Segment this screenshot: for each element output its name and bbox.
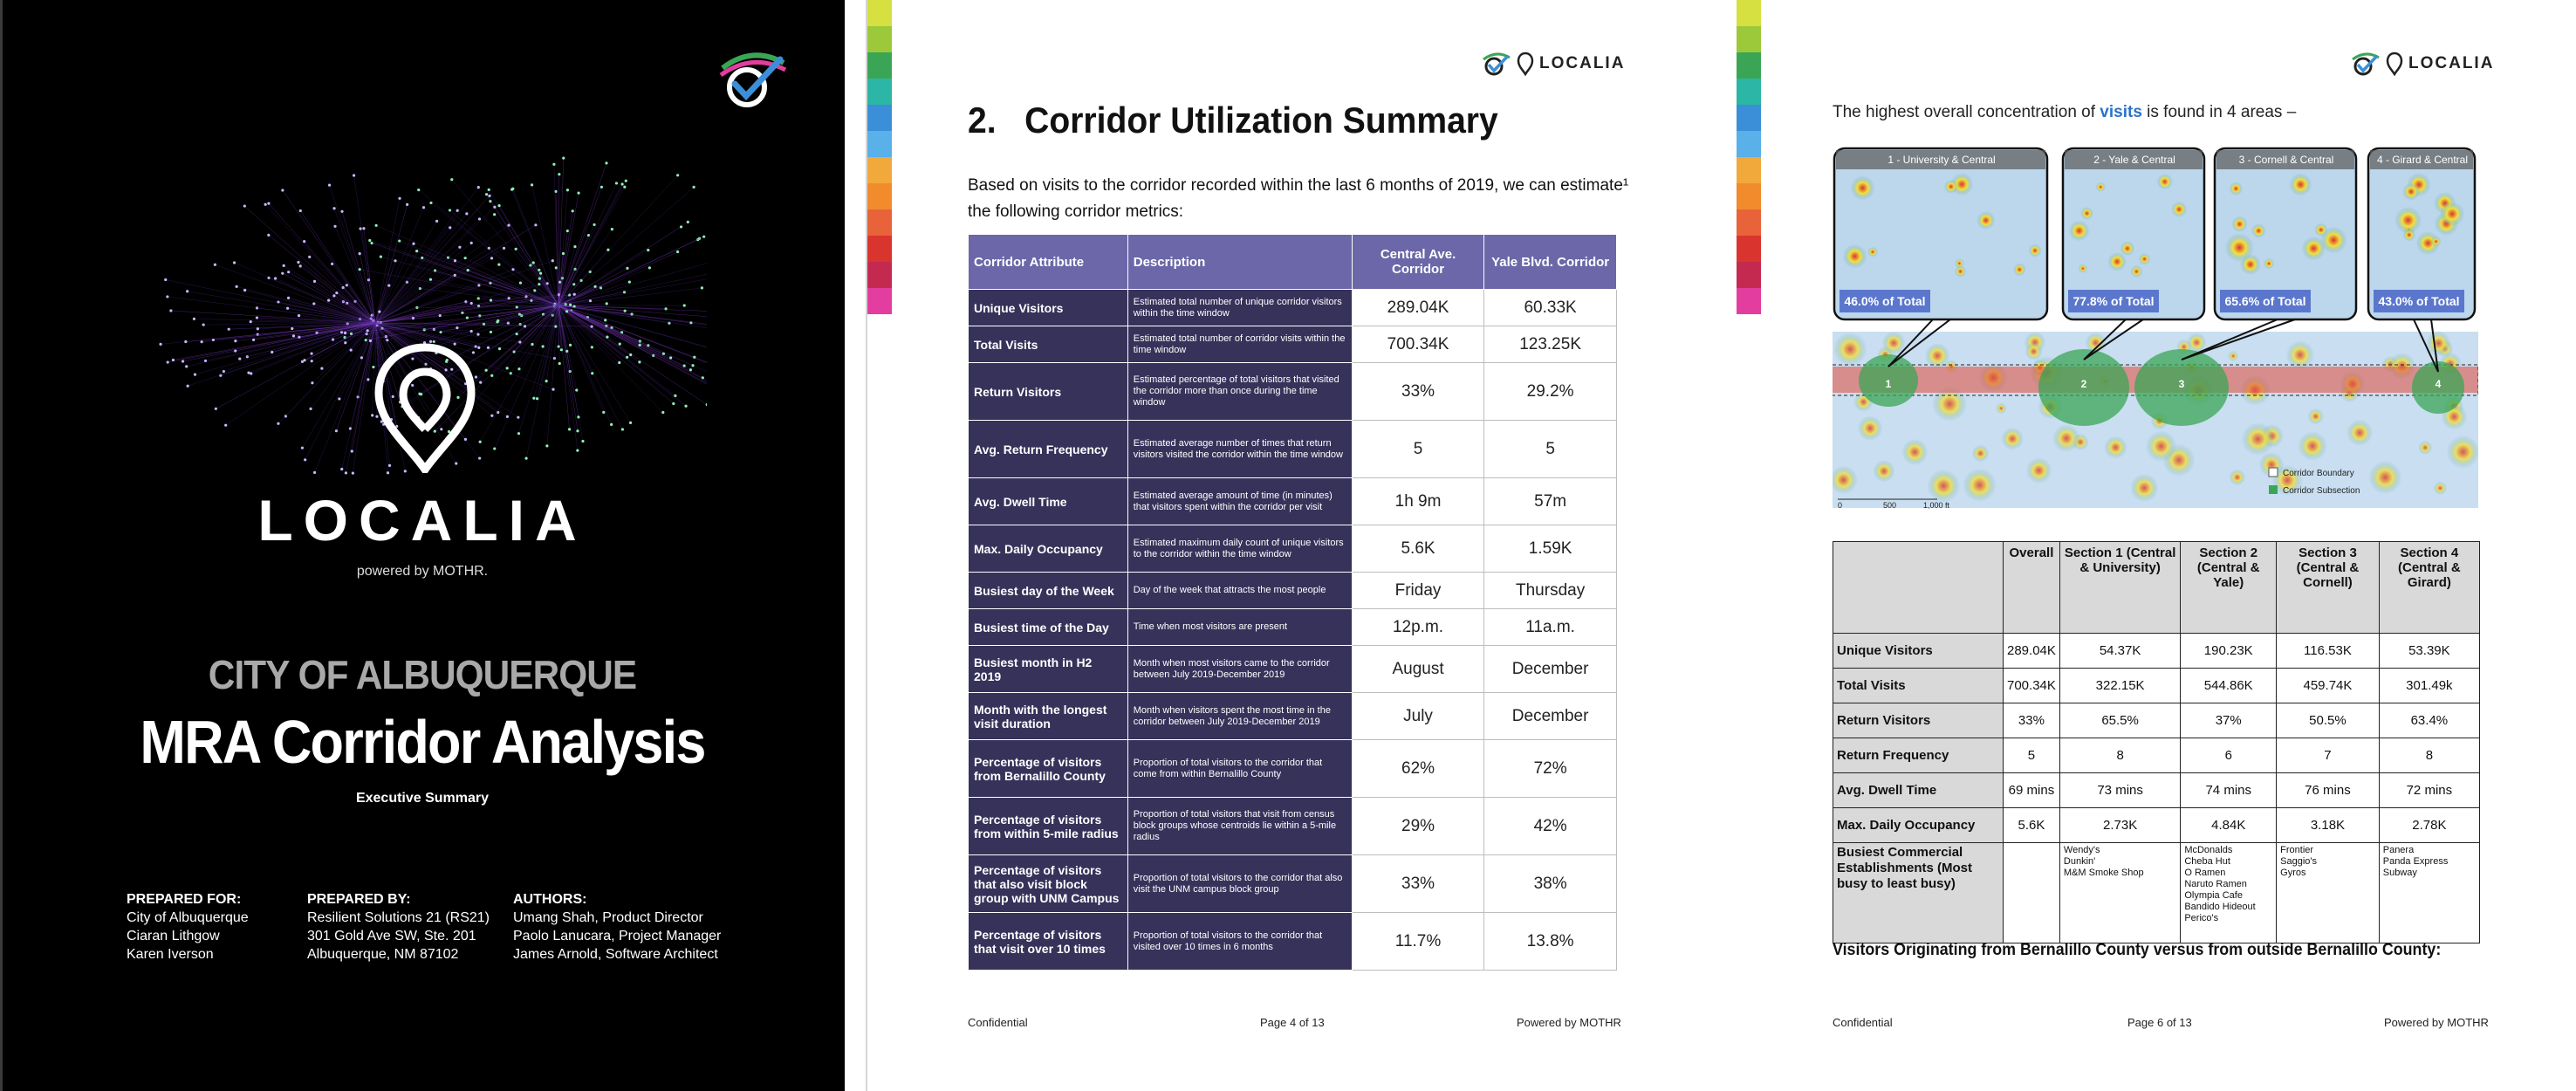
strip-band xyxy=(1737,157,1761,183)
strip-band xyxy=(867,131,892,157)
row-value: 37% xyxy=(2181,703,2277,738)
prepared-for-block: PREPARED FOR: City of Albuquerque Ciaran Lithgow Karen Iverson xyxy=(127,892,249,962)
header-attribute: Corridor Attribute xyxy=(969,235,1128,290)
table-row xyxy=(969,740,1617,798)
table-header-row xyxy=(1833,542,2480,634)
row-value: 65.5% xyxy=(2059,703,2180,738)
strip-band xyxy=(1737,209,1761,236)
table-row xyxy=(969,693,1617,740)
row-value: 74 mins xyxy=(2181,773,2277,808)
row-value: 190.23K xyxy=(2181,634,2277,669)
cover-powered-by: powered by MOTHR. xyxy=(356,564,489,579)
row-yale-value: 123.25K xyxy=(1484,326,1617,363)
row-central-value: 5 xyxy=(1352,421,1483,478)
strip-band xyxy=(1737,183,1761,209)
intro-paragraph: Based on visits to the corridor recorded within the last 6 months of 2019, we can estimate¹ the following corridor metrics: xyxy=(968,176,1629,221)
strip-band xyxy=(867,157,892,183)
business-list: McDonalds Cheba Hut O Ramen Naruto Ramen Olympia Cafe Bandido Hideout Perico's xyxy=(2181,843,2277,943)
row-attribute: Percentage of visitors that visit over 10 times xyxy=(969,913,1128,971)
table-row xyxy=(969,609,1617,646)
cover-page xyxy=(0,0,845,1091)
table-row xyxy=(969,290,1617,326)
row-yale-value: 57m xyxy=(1484,478,1617,525)
row-yale-value: 5 xyxy=(1484,421,1617,478)
row-description: Proportion of total visitors to the corridor that visited over 10 times in 6 months xyxy=(1127,913,1352,971)
row-value: 33% xyxy=(2004,703,2060,738)
row-yale-value: 13.8% xyxy=(1484,913,1617,971)
row-central-value: 62% xyxy=(1352,740,1483,798)
inset-percent: 65.6% of Total xyxy=(2224,294,2306,308)
row-yale-value: December xyxy=(1484,646,1617,693)
row-attribute: Percentage of visitors from within 5-mile radius xyxy=(969,798,1128,855)
header-logo xyxy=(1482,51,1625,77)
row-attribute: Busiest time of the Day xyxy=(969,609,1128,646)
row-yale-value: 29.2% xyxy=(1484,363,1617,421)
row-label: Avg. Dwell Time xyxy=(1833,773,2004,808)
row-value: 76 mins xyxy=(2277,773,2380,808)
table-row xyxy=(969,798,1617,855)
row-central-value: July xyxy=(1352,693,1483,740)
subsection-marker: 2 xyxy=(2080,378,2087,390)
header-yale: Yale Blvd. Corridor xyxy=(1484,235,1617,290)
footer-page-number: Page 4 of 13 xyxy=(1260,1016,1325,1029)
row-value: 53.39K xyxy=(2379,634,2479,669)
row-value: 3.18K xyxy=(2277,808,2380,843)
visit-concentration-page xyxy=(1737,0,2576,1091)
subsection-marker: 1 xyxy=(1885,378,1892,390)
row-yale-value: 1.59K xyxy=(1484,525,1617,573)
row-label: Return Frequency xyxy=(1833,738,2004,773)
header-blank xyxy=(1833,542,2004,634)
strip-band xyxy=(1737,288,1761,314)
row-value: 69 mins xyxy=(2004,773,2060,808)
row-value: 459.74K xyxy=(2277,669,2380,703)
table-row xyxy=(1833,669,2480,703)
row-attribute: Unique Visitors xyxy=(969,290,1128,326)
header-logo xyxy=(2351,51,2494,77)
header-brand: LOCALIA xyxy=(1539,54,1626,72)
row-central-value: 33% xyxy=(1352,855,1483,913)
lead-sentence: The highest overall concentration of visits is found in 4 areas – xyxy=(1833,103,2297,121)
row-description: Proportion of total visitors to the corridor that come from within Bernalillo County xyxy=(1127,740,1352,798)
strip-band xyxy=(1737,52,1761,79)
color-strip xyxy=(867,0,892,395)
inset-label: 3 - Cornell & Central xyxy=(2238,154,2334,166)
strip-band xyxy=(867,183,892,209)
pin-icon xyxy=(2386,51,2403,76)
scale-1000: 1,000 ft xyxy=(1923,501,1950,510)
strip-band xyxy=(867,209,892,236)
row-description: Estimated total number of unique corridor visitors within the time window xyxy=(1127,290,1352,326)
inset-map-2 xyxy=(2063,148,2204,360)
strip-band xyxy=(867,52,892,79)
strip-band xyxy=(1737,131,1761,157)
table-row xyxy=(969,913,1617,971)
row-attribute: Total Visits xyxy=(969,326,1128,363)
table-row xyxy=(969,421,1617,478)
row-value: 8 xyxy=(2059,738,2180,773)
table-row xyxy=(969,478,1617,525)
row-central-value: 33% xyxy=(1352,363,1483,421)
row-value: 301.49k xyxy=(2379,669,2479,703)
row-attribute: Max. Daily Occupancy xyxy=(969,525,1128,573)
business-list: Panera Panda Express Subway xyxy=(2379,843,2479,943)
row-attribute: Return Visitors xyxy=(969,363,1128,421)
header-section-3: Section 3 (Central & Cornell) xyxy=(2277,542,2380,634)
row-label: Max. Daily Occupancy xyxy=(1833,808,2004,843)
location-pin-icon xyxy=(372,342,478,473)
row-description: Time when most visitors are present xyxy=(1127,609,1352,646)
legend-boundary-swatch xyxy=(2269,468,2278,477)
row-attribute: Percentage of visitors that also visit block group with UNM Campus xyxy=(969,855,1128,913)
row-value: 4.84K xyxy=(2181,808,2277,843)
table-row xyxy=(969,326,1617,363)
strip-band xyxy=(867,236,892,262)
inset-label: 4 - Girard & Central xyxy=(2376,154,2469,166)
row-central-value: 12p.m. xyxy=(1352,609,1483,646)
highlight-visits: visits xyxy=(2100,103,2142,121)
row-description: Estimated average amount of time (in minutes) that visitors spent within the corridor per visit xyxy=(1127,478,1352,525)
row-yale-value: 42% xyxy=(1484,798,1617,855)
row-value: 72 mins xyxy=(2379,773,2479,808)
row-value: 54.37K xyxy=(2059,634,2180,669)
row-value: 322.15K xyxy=(2059,669,2180,703)
cover-city: CITY OF ALBUQUERQUE xyxy=(208,652,637,697)
row-central-value: August xyxy=(1352,646,1483,693)
row-description: Proportion of total visitors that visit from census block groups whose centroids lie within a 5-mile radius xyxy=(1127,798,1352,855)
section-metrics-table xyxy=(1833,541,2480,943)
row-central-value: 289.04K xyxy=(1352,290,1483,326)
subsection-marker: 3 xyxy=(2178,378,2185,390)
strip-band xyxy=(1737,236,1761,262)
cover-subtitle: Executive Summary xyxy=(355,791,490,806)
header-description: Description xyxy=(1127,235,1352,290)
row-value: 7 xyxy=(2277,738,2380,773)
row-value: 2.73K xyxy=(2059,808,2180,843)
row-value: 63.4% xyxy=(2379,703,2479,738)
row-yale-value: 11a.m. xyxy=(1484,609,1617,646)
header-central: Central Ave. Corridor xyxy=(1352,235,1483,290)
strip-band xyxy=(867,79,892,105)
row-yale-value: 38% xyxy=(1484,855,1617,913)
strip-band xyxy=(1737,105,1761,131)
row-label: Total Visits xyxy=(1833,669,2004,703)
inset-label: 1 - University & Central xyxy=(1887,154,1996,166)
row-description: Estimated average number of times that return visitors visited the corridor within the time window xyxy=(1127,421,1352,478)
row-value: 116.53K xyxy=(2277,634,2380,669)
header-section-2: Section 2 (Central & Yale) xyxy=(2181,542,2277,634)
row-central-value: 700.34K xyxy=(1352,326,1483,363)
business-list: Wendy's Dunkin' M&M Smoke Shop xyxy=(2059,843,2180,943)
strip-band xyxy=(1737,262,1761,288)
table-row xyxy=(1833,738,2480,773)
strip-band xyxy=(867,105,892,131)
localia-check-logo-icon xyxy=(717,49,787,110)
row-description: Month when visitors spent the most time in the corridor between July 2019-December 2019 xyxy=(1127,693,1352,740)
footer-powered: Powered by MOTHR xyxy=(1517,1016,1621,1029)
row-value: 73 mins xyxy=(2059,773,2180,808)
row-attribute: Percentage of visitors from Bernalillo County xyxy=(969,740,1128,798)
row-value: 289.04K xyxy=(2004,634,2060,669)
business-list: Frontier Saggio's Gyros xyxy=(2277,843,2380,943)
row-attribute: Avg. Dwell Time xyxy=(969,478,1128,525)
row-description: Estimated maximum daily count of unique visitors to the corridor within the time window xyxy=(1127,525,1352,573)
row-label: Unique Visitors xyxy=(1833,634,2004,669)
row-yale-value: 60.33K xyxy=(1484,290,1617,326)
row-central-value: Friday xyxy=(1352,573,1483,609)
check-logo-icon xyxy=(2351,51,2381,77)
row-value: 544.86K xyxy=(2181,669,2277,703)
row-description: Estimated total number of corridor visits within the time window xyxy=(1127,326,1352,363)
cover-report-title: MRA Corridor Analysis xyxy=(140,708,705,776)
row-yale-value: December xyxy=(1484,693,1617,740)
authors-block: AUTHORS: Umang Shah, Product Director Paolo Lanucara, Project Manager James Arnold, Software Architect xyxy=(513,892,722,962)
header-section-4: Section 4 (Central & Girard) xyxy=(2379,542,2479,634)
row-value: 6 xyxy=(2181,738,2277,773)
strip-band xyxy=(867,26,892,52)
strip-band xyxy=(867,288,892,314)
footer-page-number: Page 6 of 13 xyxy=(2127,1016,2192,1029)
scale-0: 0 xyxy=(1838,501,1843,510)
section-title: 2. Corridor Utilization Summary xyxy=(968,99,1498,141)
table-row xyxy=(969,525,1617,573)
row-label: Busiest Commercial Establishments (Most busy to least busy) xyxy=(1833,843,2004,943)
row-central-value: 1h 9m xyxy=(1352,478,1483,525)
legend-subsection-swatch xyxy=(2269,485,2278,494)
corridor-metrics-table xyxy=(968,234,1617,971)
row-central-value: 5.6K xyxy=(1352,525,1483,573)
table-row-businesses xyxy=(1833,843,2480,943)
row-value: 2.78K xyxy=(2379,808,2479,843)
legend-boundary: Corridor Boundary xyxy=(2283,469,2354,478)
row-value: 5.6K xyxy=(2004,808,2060,843)
inset-percent: 77.8% of Total xyxy=(2072,294,2155,308)
subsection-marker: 4 xyxy=(2435,378,2442,390)
inset-label: 2 - Yale & Central xyxy=(2093,154,2175,166)
check-logo-icon xyxy=(1482,51,1511,77)
legend-subsection: Corridor Subsection xyxy=(2283,486,2360,496)
header-overall: Overall xyxy=(2004,542,2060,634)
row-yale-value: 72% xyxy=(1484,740,1617,798)
row-attribute: Avg. Return Frequency xyxy=(969,421,1128,478)
visit-heatmap xyxy=(1833,147,2478,513)
inset-percent: 43.0% of Total xyxy=(2378,294,2460,308)
table-header-row xyxy=(969,235,1617,290)
table-row xyxy=(969,573,1617,609)
row-value: 700.34K xyxy=(2004,669,2060,703)
row-description: Estimated percentage of total visitors that visited the corridor more than once during the time window xyxy=(1127,363,1352,421)
table-row xyxy=(969,363,1617,421)
prepared-by-block: PREPARED BY: Resilient Solutions 21 (RS21) 301 Gold Ave SW, Ste. 201 Albuquerque, NM 87102 xyxy=(307,892,490,962)
bernalillo-heading: Visitors Originating from Bernalillo County versus from outside Bernalillo County: xyxy=(1833,941,2442,959)
utilization-summary-page xyxy=(867,0,1740,1091)
strip-band xyxy=(1737,26,1761,52)
strip-band xyxy=(867,0,892,26)
row-yale-value: Thursday xyxy=(1484,573,1617,609)
table-row xyxy=(969,855,1617,913)
strip-band xyxy=(1737,79,1761,105)
row-attribute: Month with the longest visit duration xyxy=(969,693,1128,740)
row-value: 8 xyxy=(2379,738,2479,773)
strip-band xyxy=(867,262,892,288)
color-strip xyxy=(1737,0,1761,395)
row-value: 50.5% xyxy=(2277,703,2380,738)
row-attribute: Busiest month in H2 2019 xyxy=(969,646,1128,693)
footer-powered: Powered by MOTHR xyxy=(2384,1016,2489,1029)
pin-icon xyxy=(1517,51,1534,76)
scale-500: 500 xyxy=(1883,501,1897,510)
footer-confidential: Confidential xyxy=(1833,1016,1893,1029)
strip-band xyxy=(1737,0,1761,26)
footer-confidential: Confidential xyxy=(968,1016,1028,1029)
row-description: Proportion of total visitors to the corridor that also visit the UNM campus block group xyxy=(1127,855,1352,913)
business-list xyxy=(2004,843,2060,943)
table-row xyxy=(969,646,1617,693)
row-central-value: 11.7% xyxy=(1352,913,1483,971)
header-section-1: Section 1 (Central & University) xyxy=(2059,542,2180,634)
row-value: 5 xyxy=(2004,738,2060,773)
row-label: Return Visitors xyxy=(1833,703,2004,738)
row-central-value: 29% xyxy=(1352,798,1483,855)
inset-map-3 xyxy=(2182,148,2356,360)
row-attribute: Busiest day of the Week xyxy=(969,573,1128,609)
header-brand: LOCALIA xyxy=(2408,54,2495,72)
table-row xyxy=(1833,773,2480,808)
row-description: Month when most visitors came to the corridor between July 2019-December 2019 xyxy=(1127,646,1352,693)
cover-brand-wordmark: LOCALIA xyxy=(257,488,587,552)
table-row xyxy=(1833,703,2480,738)
table-row xyxy=(1833,808,2480,843)
inset-percent: 46.0% of Total xyxy=(1844,294,1926,308)
table-row xyxy=(1833,634,2480,669)
row-description: Day of the week that attracts the most people xyxy=(1127,573,1352,609)
